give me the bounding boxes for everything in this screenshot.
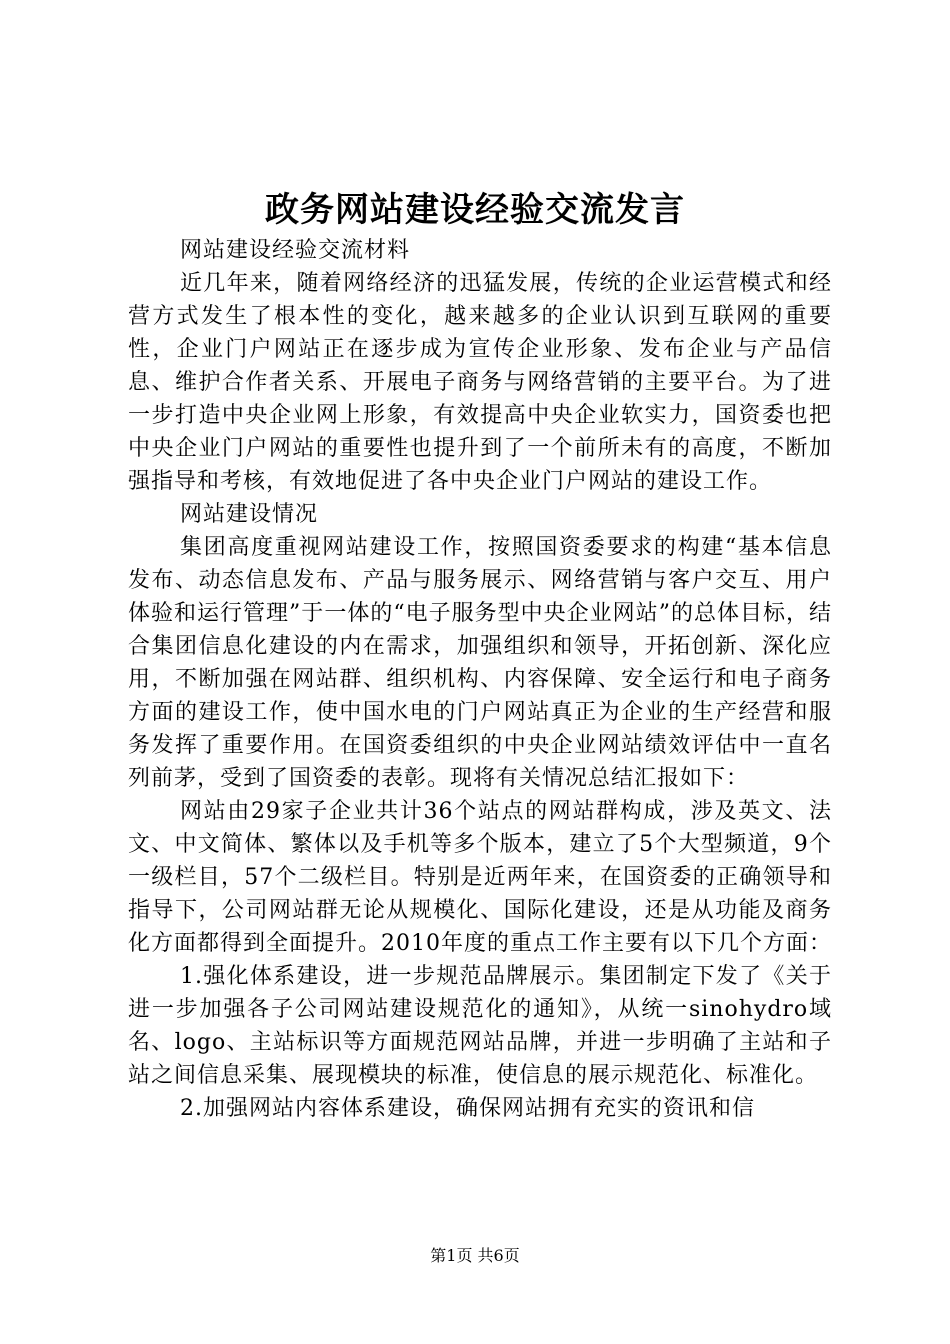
paragraph-item-2: 2.加强网站内容体系建设，确保网站拥有充实的资讯和信	[180, 1096, 755, 1121]
document-body	[128, 234, 832, 1125]
document-title: 政务网站建设经验交流发言	[265, 190, 685, 230]
paragraph-section-heading: 网站建设情况	[180, 502, 319, 527]
paragraph-overview: 集团高度重视网站建设工作，按照国资委要求的构建“基本信息发布、动态信息发布、产品与服务展示、网络营销与客户交互、用户体验和运行管理”于一体的“电子服务型中央企业网站”的总体目标，结合集团信息化建设的内在需求，加强组织和领导，开拓创新、深化应用，不断加强在网站群、组织机构、内容保障、安全运行和电子商务方面的建设工作，使中国水电的门户网站真正为企业的生产经营和服务发挥了重要作用。在国资委组织的中央企业网站绩效评估中一直名列前茅，受到了国资委的表彰。现将有关情况总结汇报如下：	[128, 535, 832, 791]
paragraph-subtitle: 网站建设经验交流材料	[180, 238, 411, 263]
paragraph-website-scale: 网站由29家子企业共计36个站点的网站群构成，涉及英文、法文、中文简体、繁体以及手机等多个版本，建立了5个大型频道，9个一级栏目，57个二级栏目。特别是近两年来，在国资委的正确领导和指导下，公司网站群无论从规模化、国际化建设，还是从功能及商务化方面都得到全面提升。2010年度的重点工作主要有以下几个方面：	[128, 799, 832, 956]
paragraph-item-1: 1.强化体系建设，进一步规范品牌展示。集团制定下发了《关于进一步加强各子公司网站建设规范化的通知》，从统一sinohydro域名、logo、主站标识等方面规范网站品牌，并进一步明确了主站和子站之间信息采集、展现模块的标准，使信息的展示规范化、标准化。	[128, 964, 832, 1088]
paragraph-intro: 近几年来，随着网络经济的迅猛发展，传统的企业运营模式和经营方式发生了根本性的变化，越来越多的企业认识到互联网的重要性，企业门户网站正在逐步成为宣传企业形象、发布企业与产品信息、维护合作者关系、开展电子商务与网络营销的主要平台。为了进一步打造中央企业网上形象，有效提高中央企业软实力，国资委也把中央企业门户网站的重要性也提升到了一个前所未有的高度，不断加强指导和考核，有效地促进了各中央企业门户网站的建设工作。	[128, 271, 832, 494]
page-footer: 第1页 共6页	[430, 1246, 520, 1265]
